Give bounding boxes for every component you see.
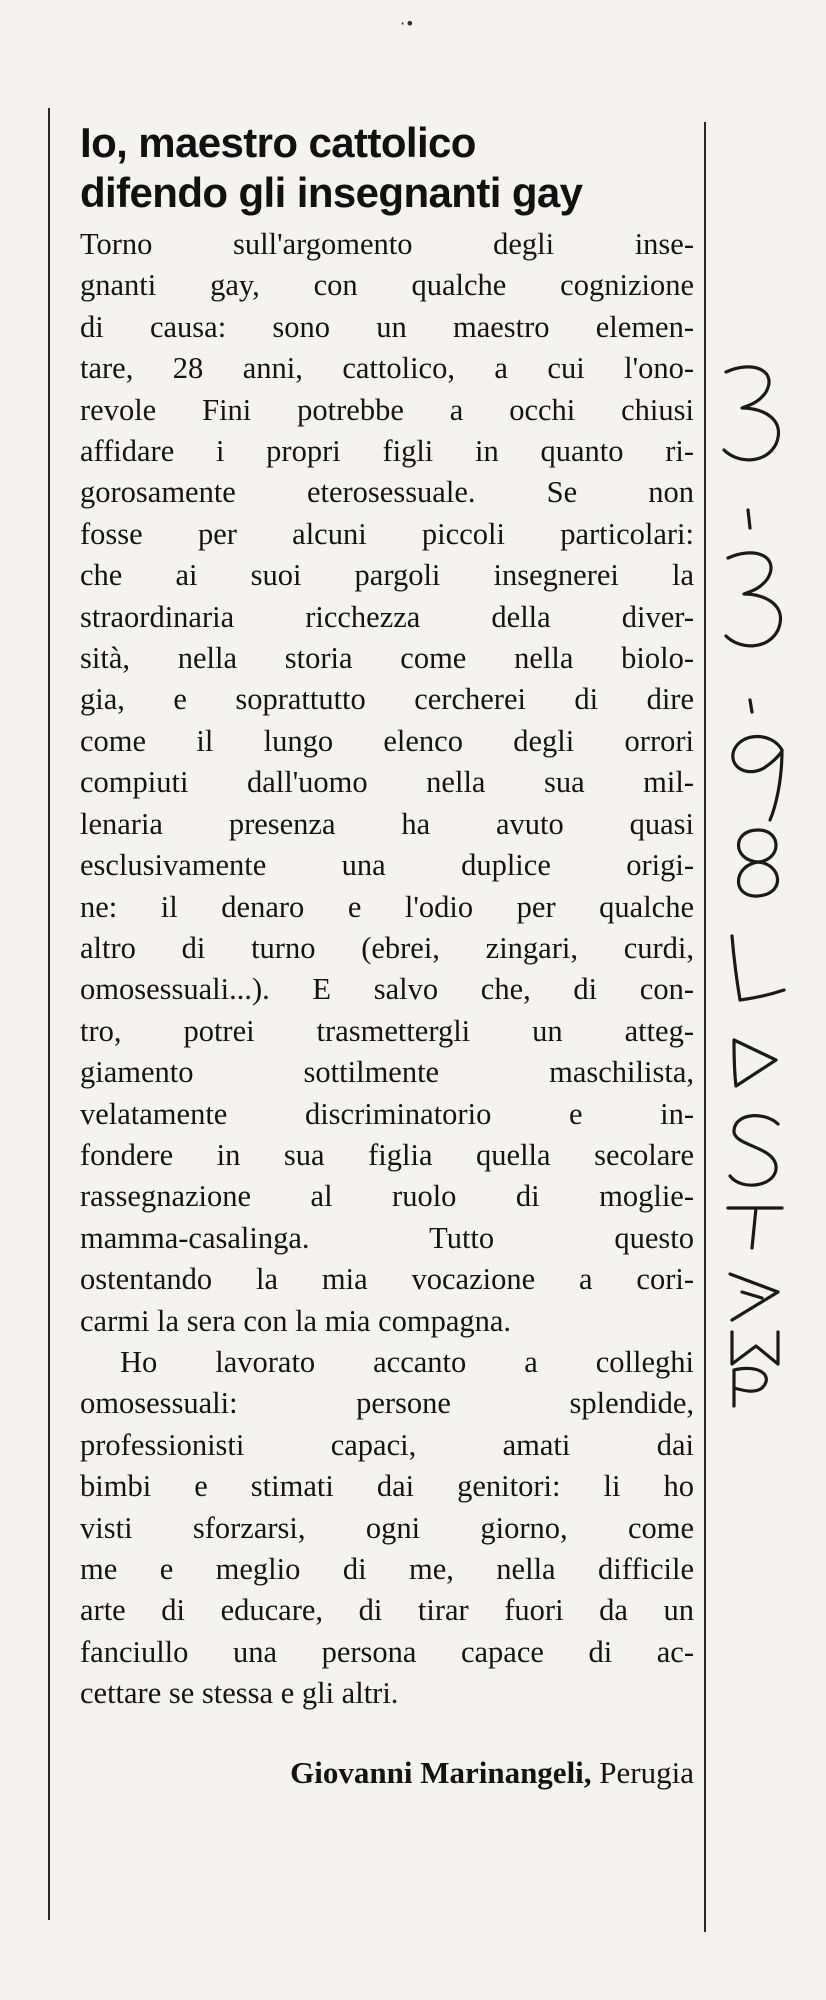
handwritten-letter — [730, 1274, 778, 1320]
column-rule-right — [704, 122, 706, 1932]
article-line: come il lungo elenco degli orrori — [80, 723, 694, 758]
handwritten-letter — [732, 1332, 778, 1364]
article-line: visti sforzarsi, ogni giorno, come — [80, 1510, 694, 1545]
article-line: carmi la sera con la mia compagna. — [80, 1303, 512, 1338]
scan-speck: ·• — [400, 14, 415, 33]
article-line: Ho lavorato accanto a colleghi — [120, 1344, 694, 1379]
article-headline — [80, 118, 694, 218]
author-name: Giovanni Marinangeli, — [290, 1754, 592, 1790]
article-line: omosessuali...). E salvo che, di con- — [80, 972, 694, 1007]
article-line: tare, 28 anni, cattolico, a cui l'ono- — [80, 351, 694, 386]
article-line: esclusivamente una duplice origi- — [80, 848, 694, 883]
article-line: professionisti capaci, amati dai — [80, 1427, 694, 1462]
handwritten-digit — [724, 367, 778, 460]
article-line: bimbi e stimati dai genitori: li ho — [80, 1469, 694, 1504]
article-line: compiuti dall'uomo nella sua mil- — [80, 765, 694, 800]
article-line: gia, e soprattutto cercherei di dire — [80, 682, 694, 717]
article-line: gnanti gay, con qualche cognizione — [80, 268, 694, 303]
author-place: Perugia — [599, 1754, 694, 1790]
article-line: cettare se stessa e gli altri. — [80, 1676, 399, 1711]
article-line: gorosamente eterosessuale. Se non — [80, 475, 694, 510]
article-line: ostentando la mia vocazione a cori- — [80, 1262, 694, 1297]
newspaper-clipping — [74, 118, 694, 1791]
handwritten-dash — [748, 510, 750, 528]
article-line: rassegnazione al ruolo di moglie- — [80, 1179, 694, 1214]
article-line: giamento sottilmente maschilista, — [80, 1055, 694, 1090]
article-line: tro, potrei trasmettergli un atteg- — [80, 1013, 694, 1048]
handwriting-strokes — [712, 360, 802, 1410]
article-line: Torno sull'argomento degli inse- — [80, 227, 694, 261]
article-line: fanciullo una persona capace di ac- — [80, 1634, 694, 1669]
headline-line: Io, maestro cattolico — [80, 119, 476, 166]
handwritten-digit — [739, 830, 778, 896]
article-line: revole Fini potrebbe a occhi chiusi — [80, 392, 694, 427]
article-line: omosessuali: persone splendide, — [80, 1386, 694, 1421]
headline-line: difendo gli insegnanti gay — [80, 169, 583, 216]
article-line: straordinaria ricchezza della diver- — [80, 599, 694, 634]
article-line: che ai suoi pargoli insegnerei la — [80, 558, 694, 593]
article-line: ne: il denaro e l'odio per qualche — [80, 889, 694, 924]
handwritten-digit — [733, 737, 782, 821]
column-rule-left — [48, 108, 50, 1920]
handwritten-digit — [726, 553, 780, 646]
article-line: di causa: sono un maestro elemen- — [80, 309, 694, 344]
handwritten-letter — [730, 1116, 778, 1186]
handwritten-letter — [734, 1040, 776, 1086]
article-line: affidare i propri figli in quanto ri- — [80, 434, 694, 469]
article-line: sità, nella storia come nella biolo- — [80, 641, 694, 676]
article-line: fondere in sua figlia quella secolare — [80, 1137, 694, 1172]
handwritten-letter — [732, 936, 784, 1000]
article-line: lenaria presenza ha avuto quasi — [80, 806, 694, 841]
article-line: me e meglio di me, nella difficile — [80, 1552, 694, 1586]
article-body — [80, 224, 694, 1715]
article-line: velatamente discriminatorio e in- — [80, 1096, 694, 1131]
handwritten-date-note — [712, 360, 802, 1410]
article-line: arte di educare, di tirar fuori da un — [80, 1593, 694, 1628]
article-line: mamma-casalinga. Tutto questo — [80, 1220, 694, 1255]
handwritten-letter — [734, 1368, 766, 1406]
handwritten-letter — [728, 1208, 782, 1248]
article-signature — [74, 1755, 694, 1791]
handwritten-dash — [750, 700, 752, 712]
article-line: fosse per alcuni piccoli particolari: — [80, 516, 694, 551]
article-line: altro di turno (ebrei, zingari, curdi, — [80, 930, 694, 965]
